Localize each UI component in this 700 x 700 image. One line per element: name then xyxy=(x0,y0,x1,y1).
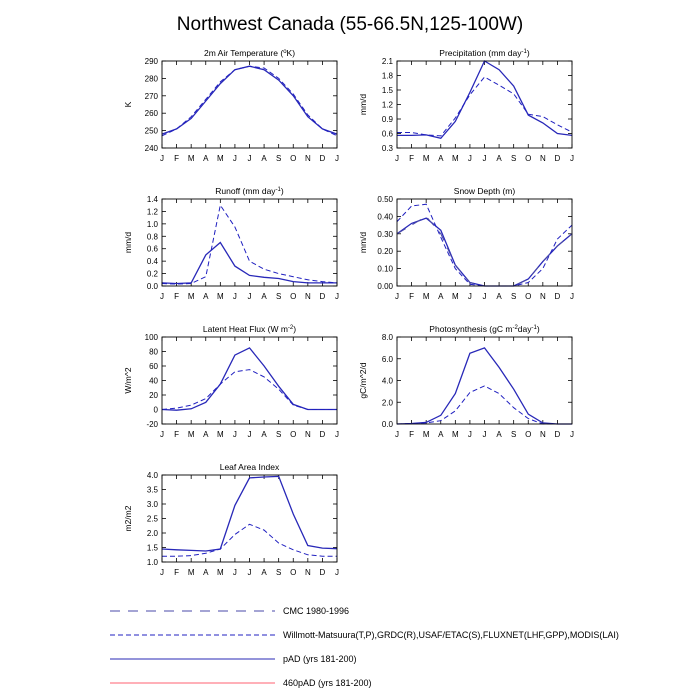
x-tick-label: J xyxy=(247,568,252,577)
chart-title-part: ) xyxy=(280,186,284,196)
chart-title-part: -1 xyxy=(275,187,281,193)
x-tick-label: A xyxy=(438,292,444,301)
chart-title xyxy=(454,186,516,196)
x-tick-label: J xyxy=(570,430,574,439)
legend-label: Willmott-Matsuura(T,P),GRDC(R),USAF/ETAC(S),FLUXNET(LHF,GPP),MODIS(LAI) xyxy=(283,630,619,640)
y-axis-label: mm/d xyxy=(358,231,368,254)
x-tick-label: O xyxy=(525,154,532,163)
x-tick-label: J xyxy=(247,154,252,163)
x-tick-label: A xyxy=(438,154,444,163)
y-tick-label: 2.0 xyxy=(146,529,158,538)
chart-panel xyxy=(123,48,339,163)
plot-frame xyxy=(162,337,337,424)
x-tick-label: M xyxy=(216,430,224,439)
chart-title-part: o xyxy=(283,49,287,55)
y-tick-label: -20 xyxy=(146,420,158,429)
x-tick-label: F xyxy=(174,568,180,577)
y-axis-label: W/m^2 xyxy=(123,367,133,394)
y-tick-label: 0.10 xyxy=(377,264,393,274)
x-tick-label: A xyxy=(261,154,267,163)
x-tick-label: J xyxy=(160,154,164,163)
y-tick-label: 1.0 xyxy=(146,219,158,229)
x-tick-label: N xyxy=(304,568,311,577)
x-tick-label: A xyxy=(438,430,444,439)
y-axis-label: gC/m^2/d xyxy=(358,362,368,399)
y-tick-label: 1.2 xyxy=(146,207,158,217)
y-tick-label: 0.6 xyxy=(381,129,393,139)
x-tick-label: M xyxy=(422,430,430,439)
x-tick-label: A xyxy=(496,292,502,301)
plot-frame xyxy=(162,199,337,286)
chart-title xyxy=(204,48,295,58)
y-tick-label: 0.9 xyxy=(381,115,393,124)
x-tick-label: O xyxy=(290,430,297,439)
chart-title-part: Latent Heat Flux (W m xyxy=(202,324,288,334)
chart-title-part: day xyxy=(517,324,532,334)
y-tick-label: 270 xyxy=(144,91,158,101)
plot-frame xyxy=(162,61,337,148)
x-tick-label: J xyxy=(395,154,399,163)
x-tick-label: D xyxy=(554,154,561,163)
x-tick-label: J xyxy=(232,568,237,577)
y-tick-label: 0 xyxy=(153,405,158,415)
x-tick-label: O xyxy=(290,154,297,163)
y-tick-label: 250 xyxy=(144,126,158,136)
chart-panel xyxy=(358,324,574,439)
y-tick-label: 260 xyxy=(144,109,158,119)
y-tick-label: 1.2 xyxy=(381,100,393,110)
x-tick-label: M xyxy=(451,430,459,439)
series-line xyxy=(397,204,572,286)
legend-label: pAD (yrs 181-200) xyxy=(283,654,357,664)
x-tick-label: S xyxy=(275,430,282,439)
plot-frame xyxy=(397,199,572,286)
x-tick-label: J xyxy=(482,430,487,439)
chart-title xyxy=(220,462,280,472)
x-tick-label: J xyxy=(335,430,339,439)
series-line xyxy=(397,216,572,286)
y-tick-label: 1.0 xyxy=(146,558,158,567)
plot-frame xyxy=(397,337,572,424)
chart-title-part: Snow Depth (m) xyxy=(453,186,516,196)
y-tick-label: 20 xyxy=(149,391,158,400)
x-tick-label: J xyxy=(482,292,487,301)
x-tick-label: A xyxy=(261,292,267,301)
x-tick-label: O xyxy=(290,568,297,577)
x-tick-label: A xyxy=(496,430,502,439)
x-tick-label: S xyxy=(275,292,282,301)
chart-title-part: 2m Air Temperature ( xyxy=(203,48,284,58)
x-tick-label: N xyxy=(304,154,311,163)
y-axis-label: mm/d xyxy=(123,231,133,254)
x-tick-label: M xyxy=(451,154,459,163)
x-tick-label: J xyxy=(160,568,164,577)
chart-panel xyxy=(123,462,339,577)
panels xyxy=(123,48,574,577)
chart-title-part: K) xyxy=(286,48,296,58)
series-line xyxy=(397,61,572,138)
series-line xyxy=(162,476,337,551)
x-tick-label: J xyxy=(570,292,574,301)
chart-title xyxy=(439,48,530,58)
y-tick-label: 2.0 xyxy=(381,398,393,408)
y-tick-label: 100 xyxy=(144,333,158,342)
x-tick-label: F xyxy=(174,154,180,163)
x-tick-label: O xyxy=(525,292,532,301)
y-tick-label: 3.0 xyxy=(146,500,158,509)
x-tick-label: M xyxy=(216,292,224,301)
y-tick-label: 0.50 xyxy=(377,195,393,204)
x-tick-label: N xyxy=(304,292,311,301)
y-tick-label: 0.40 xyxy=(377,212,393,222)
x-tick-label: A xyxy=(203,568,209,577)
x-tick-label: M xyxy=(422,154,430,163)
y-tick-label: 1.5 xyxy=(146,543,158,553)
chart-panel xyxy=(358,186,574,301)
series-line xyxy=(397,386,572,424)
x-tick-label: J xyxy=(232,154,237,163)
main-title: Northwest Canada (55-66.5N,125-100W) xyxy=(176,14,524,35)
legend-label: CMC 1980-1996 xyxy=(283,606,350,616)
x-tick-label: J xyxy=(335,292,339,301)
y-tick-label: 0.30 xyxy=(377,229,393,239)
chart-title xyxy=(203,324,296,334)
x-tick-label: F xyxy=(174,292,180,301)
y-tick-label: 0.00 xyxy=(377,282,393,291)
x-tick-label: J xyxy=(160,430,164,439)
x-tick-label: J xyxy=(232,430,237,439)
chart-panel xyxy=(358,48,574,163)
series-line xyxy=(162,348,337,410)
x-tick-label: J xyxy=(335,568,339,577)
x-tick-label: F xyxy=(409,154,415,163)
x-tick-label: D xyxy=(319,430,326,439)
legend-label: 460pAD (yrs 181-200) xyxy=(283,678,372,688)
x-tick-label: J xyxy=(247,292,252,301)
legend xyxy=(110,606,619,688)
series-line xyxy=(162,243,337,284)
y-tick-label: 0.20 xyxy=(377,247,393,257)
series-line xyxy=(162,66,337,134)
x-tick-label: D xyxy=(319,154,326,163)
x-tick-label: M xyxy=(216,154,224,163)
chart-panel xyxy=(123,324,339,439)
y-tick-label: 0.0 xyxy=(381,420,393,429)
y-tick-label: 0.2 xyxy=(146,269,158,279)
y-tick-label: 0.8 xyxy=(146,232,158,242)
x-tick-label: A xyxy=(203,154,209,163)
y-tick-label: 0.0 xyxy=(146,282,158,291)
x-tick-label: F xyxy=(174,430,180,439)
chart-title-part: ) xyxy=(293,324,297,334)
x-tick-label: J xyxy=(467,154,472,163)
x-tick-label: M xyxy=(187,430,195,439)
x-tick-label: J xyxy=(467,430,472,439)
x-tick-label: N xyxy=(539,292,546,301)
y-tick-label: 2.1 xyxy=(381,57,393,66)
y-tick-label: 6.0 xyxy=(381,354,393,364)
x-tick-label: J xyxy=(232,292,237,301)
y-tick-label: 4.0 xyxy=(381,376,393,386)
y-tick-label: 1.4 xyxy=(146,195,158,204)
x-tick-label: M xyxy=(187,292,195,301)
x-tick-label: F xyxy=(409,430,415,439)
y-tick-label: 80 xyxy=(149,347,158,357)
x-tick-label: S xyxy=(275,154,282,163)
chart-title-part: Photosynthesis (gC m xyxy=(429,324,513,334)
y-tick-label: 1.8 xyxy=(381,71,393,81)
chart-title-part: Precipitation (mm day xyxy=(439,48,522,58)
y-tick-label: 1.5 xyxy=(381,86,393,95)
x-tick-label: J xyxy=(395,430,399,439)
chart-title-part: ) xyxy=(536,324,540,334)
x-tick-label: O xyxy=(290,292,297,301)
y-tick-label: 3.5 xyxy=(146,485,158,495)
y-tick-label: 290 xyxy=(144,57,158,66)
x-tick-label: D xyxy=(554,292,561,301)
x-tick-label: O xyxy=(525,430,532,439)
series-line xyxy=(162,524,337,556)
y-tick-label: 4.0 xyxy=(146,471,158,480)
series-line xyxy=(162,370,337,410)
chart-title-part: -2 xyxy=(512,325,518,331)
plot-frame xyxy=(162,475,337,562)
x-tick-label: S xyxy=(275,568,282,577)
y-tick-label: 2.5 xyxy=(146,514,158,524)
x-tick-label: A xyxy=(261,430,267,439)
chart-title-part: Runoff (mm day xyxy=(215,186,276,196)
chart-title xyxy=(215,186,284,196)
chart-title-part: ) xyxy=(526,48,530,58)
x-tick-label: D xyxy=(319,568,326,577)
series-line xyxy=(397,77,572,136)
x-tick-label: S xyxy=(510,292,517,301)
chart-panel xyxy=(123,186,339,301)
x-tick-label: M xyxy=(187,154,195,163)
y-axis-label: mm/d xyxy=(358,93,368,116)
chart-title-part: -2 xyxy=(287,325,294,331)
x-tick-label: M xyxy=(422,292,430,301)
y-tick-label: 60 xyxy=(149,362,158,371)
x-tick-label: J xyxy=(467,292,472,301)
y-tick-label: 40 xyxy=(149,376,158,386)
x-tick-label: J xyxy=(335,154,339,163)
y-axis-label: m2/m2 xyxy=(123,505,133,532)
chart-title xyxy=(429,324,540,334)
x-tick-label: F xyxy=(409,292,415,301)
x-tick-label: M xyxy=(187,568,195,577)
x-tick-label: M xyxy=(216,568,224,577)
x-tick-label: A xyxy=(261,568,267,577)
x-tick-label: M xyxy=(451,292,459,301)
y-tick-label: 0.3 xyxy=(381,144,393,153)
series-line xyxy=(162,66,337,136)
x-tick-label: N xyxy=(304,430,311,439)
y-tick-label: 280 xyxy=(144,74,158,84)
chart-title-part: -1 xyxy=(531,325,537,331)
chart-title-part: -1 xyxy=(521,49,527,55)
x-tick-label: J xyxy=(482,154,487,163)
chart-title-part: Leaf Area Index xyxy=(219,462,280,472)
x-tick-label: N xyxy=(539,430,546,439)
y-axis-label: K xyxy=(123,101,133,108)
x-tick-label: A xyxy=(203,292,209,301)
x-tick-label: A xyxy=(203,430,209,439)
x-tick-label: J xyxy=(247,430,252,439)
series-line xyxy=(162,205,337,284)
x-tick-label: D xyxy=(319,292,326,301)
y-tick-label: 8.0 xyxy=(381,333,393,342)
x-tick-label: J xyxy=(570,154,574,163)
y-tick-label: 240 xyxy=(144,144,158,153)
x-tick-label: A xyxy=(496,154,502,163)
y-tick-label: 0.4 xyxy=(146,257,158,267)
y-tick-label: 0.6 xyxy=(146,244,158,254)
x-tick-label: S xyxy=(510,430,517,439)
series-line xyxy=(397,218,572,286)
x-tick-label: D xyxy=(554,430,561,439)
x-tick-label: N xyxy=(539,154,546,163)
x-tick-label: J xyxy=(160,292,164,301)
x-tick-label: J xyxy=(395,292,399,301)
x-tick-label: S xyxy=(510,154,517,163)
